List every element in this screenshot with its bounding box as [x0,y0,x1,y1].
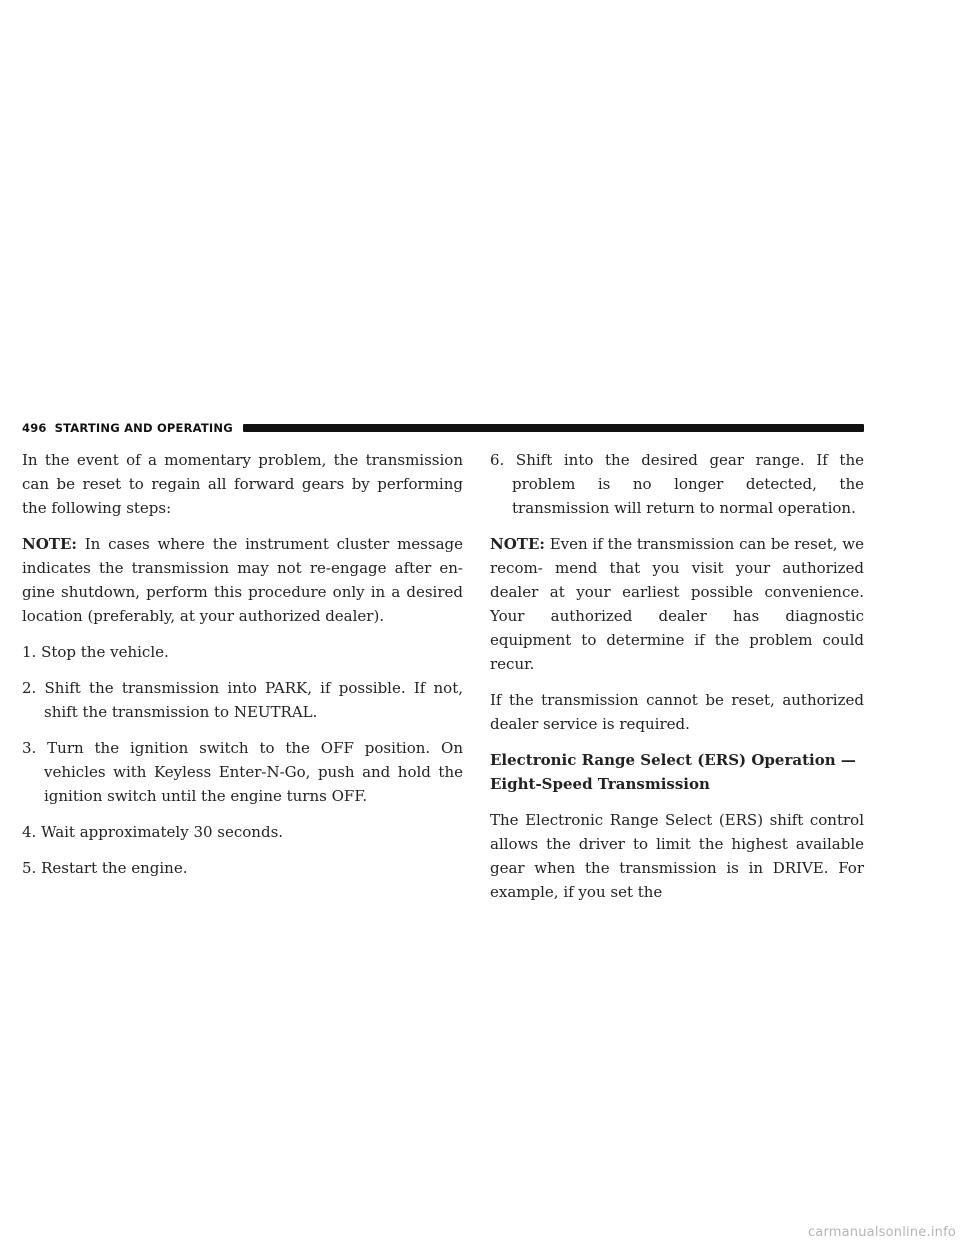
step-6: 6. Shift into the desired gear range. If the problem is no longer detected, the transmission will return to normal operation. [490,451,864,517]
section-title: STARTING AND OPERATING [54,421,233,435]
page-header [22,420,864,436]
step-5: 5. Restart the engine. [22,859,188,877]
ers-paragraph: The Electronic Range Select (ERS) shift control allows the driver to limit the highest available gear when the transmission is in DRIVE. For example, if you set the [490,811,864,901]
note-label-2: NOTE: [490,535,545,553]
ers-heading-line1: Electronic Range Select (ERS) Operation — [490,751,856,769]
footer-watermark: carmanualsonline.info [807,1225,956,1240]
step-3: 3. Turn the ignition switch to the OFF position. On vehicles with Keyless Enter-N-Go, push and hold the ignition switch until the engine turns OFF. [22,739,463,805]
reset-paragraph: If the transmission cannot be reset, authorized dealer service is required. [490,691,864,733]
page-number: 496 [22,421,47,435]
ers-heading-line2: Eight-Speed Transmission [490,775,710,793]
note-paragraph-2 [490,532,864,676]
step-2: 2. Shift the transmission into PARK, if possible. If not, shift the transmission to NEUTRAL. [22,679,463,721]
intro-paragraph: In the event of a momentary problem, the transmission can be reset to regain all forward gears by performing the following steps: [22,451,463,517]
step-1: 1. Stop the vehicle. [22,643,169,661]
note-text-2: Even if the transmission can be reset, we recom- mend that you visit your authorized dealer at your earliest possible convenience. Your authorized dealer has diagnostic equipment to determine if the problem could recur. [490,535,864,673]
left-column [22,448,463,880]
right-column [490,448,864,916]
note-text: In cases where the instrument cluster message indicates the transmission may not re-engage after en- gine shutdown, perform this procedure only in a desired location (preferably, at your authorized dealer). [22,535,463,625]
step-4: 4. Wait approximately 30 seconds. [22,823,284,841]
header-rule [243,424,864,432]
note-label: NOTE: [22,535,77,553]
ers-heading [490,748,864,796]
note-paragraph [22,532,463,628]
